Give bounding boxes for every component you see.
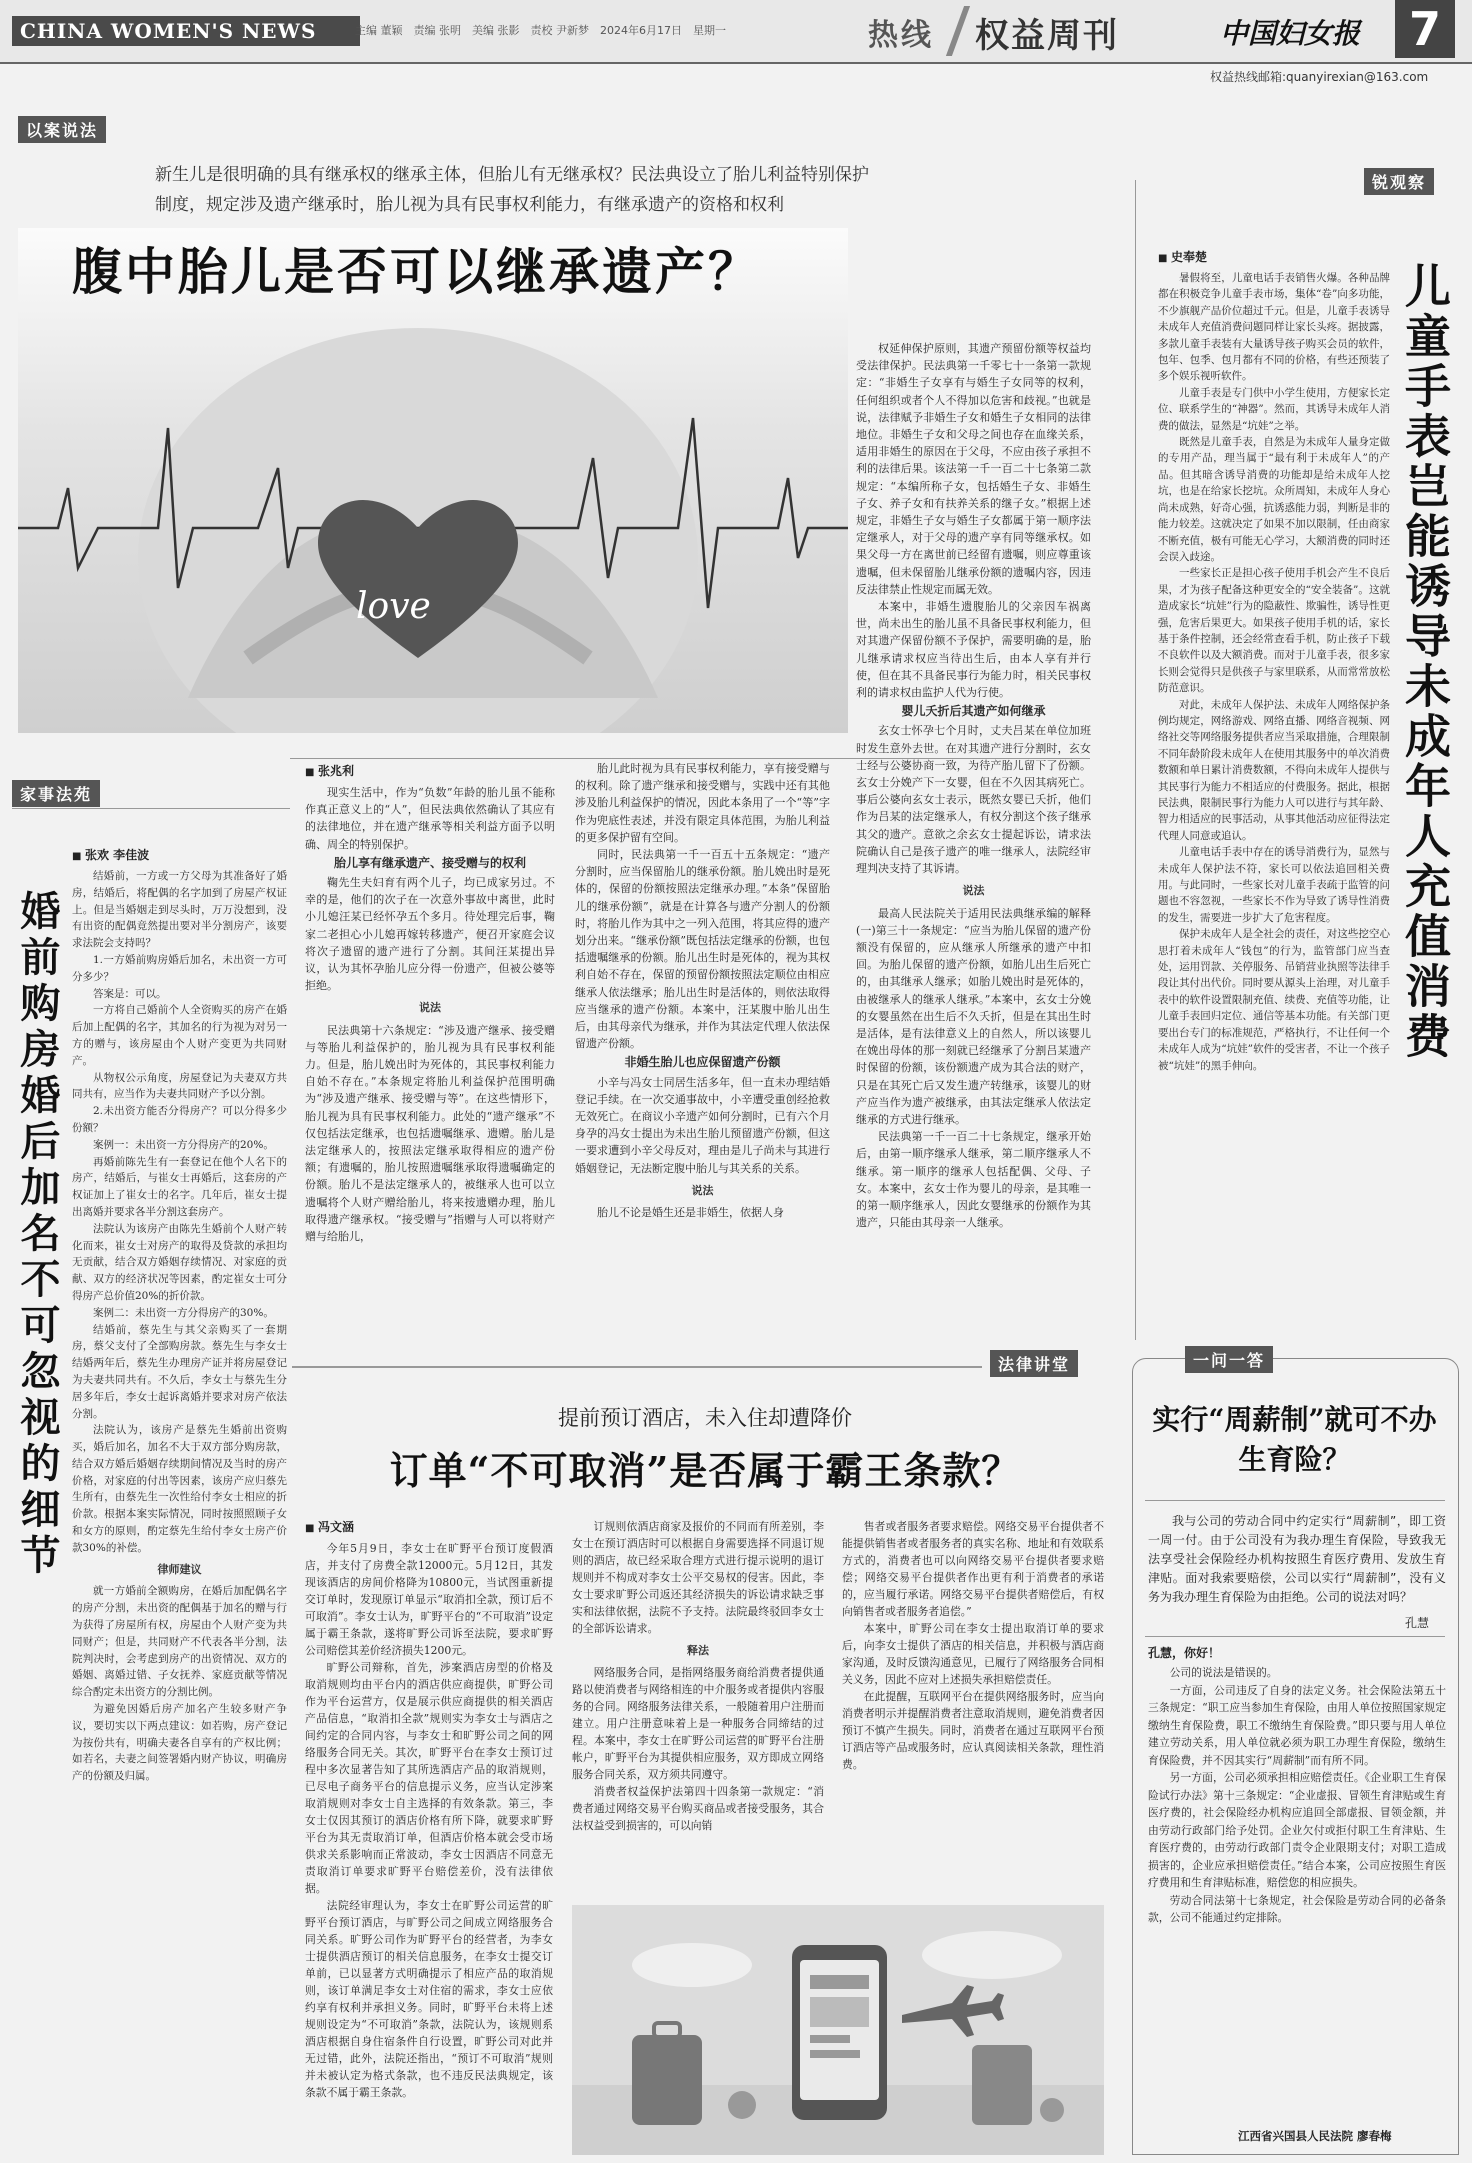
paragraph: 法院认为，该房产是蔡先生婚前出资购买，婚后加名，加名不大于双方部分购房款，结合双方婚后婚姻存续期间情况及当时的房产价格，对家庭的付出等因素，该房产应归蔡先生所有，由蔡先生一次性给付李女士相应的折价款。根据本案实际情况，同时按照照顾子女和女方的原则，酌定蔡先生给付李女士房产价款30%的补偿。 bbox=[72, 1424, 287, 1554]
hotline-label: 热线 bbox=[868, 18, 934, 53]
qa-question: 我与公司的劳动合同中约定实行“周薪制”，即工资一周一付。由于公司没有为我办理生育保险，导致我无法享受社会保险经办机构按照生育医疗费用、发放生育津贴。面对我索要赔偿，公司以实行“周薪制”，没有义务为我办理生育保险为由拒绝。公司的说法对吗？ bbox=[1148, 1514, 1446, 1604]
lead-headline: 腹中胎儿是否可以继承遗产？ bbox=[72, 242, 761, 301]
legal-headline: 订单“不可取消”是否属于霸王条款？ bbox=[389, 1448, 1021, 1493]
travel-booking-illustration bbox=[572, 1905, 1104, 2155]
commentary-author: ■ 史奉楚 bbox=[1158, 248, 1207, 265]
column-tag-qa: 一问一答 bbox=[1185, 1346, 1273, 1373]
qa-greeting: 孔慧，你好！ bbox=[1148, 1646, 1221, 1660]
paragraph: 2.未出资方能否分得房产？可以分得多少份额？ bbox=[72, 1105, 287, 1134]
qa-asker: 孔慧 bbox=[1405, 1616, 1430, 1630]
paragraph: 另一方面，公司必须承担相应赔偿责任。《企业职工生育保险试行办法》第十三条规定：“企业虚报、冒领生育津贴或生育医疗费的，社会保险经办机构应追回全部虚报、冒领金额，并由劳动行政部门给予处罚。企业欠付或拒付职工生育津贴、生育医疗费的，由劳动行政部门责令企业限期支付；对职工造成损害的，企业应承担赔偿责任。”结合本案，公司应按照生育医疗费用和生育津贴标准，赔偿您的相应损失。 bbox=[1148, 1771, 1446, 1889]
paper-logo: 中国妇女报 bbox=[1220, 17, 1361, 50]
paper-english-name: CHINA WOMEN'S NEWS bbox=[12, 16, 360, 46]
paragraph: 从物权公示角度，房屋登记为夫妻双方共同共有，应当作为夫妻共同财产予以分割。 bbox=[72, 1071, 287, 1101]
commentary-headline: 儿童手表岂能诱导未成年人充值消费 bbox=[1398, 262, 1452, 1062]
paragraph: 本案中，非婚生遗腹胎儿的父亲因车祸离世，尚未出生的胎儿虽不具备民事权利能力，但对其遗产保留份额不予保护，需要明确的是，胎儿继承请求权应当待出生后，由本人享有并行使，但在其不具备民事行为能力时，相关民事权利的请求权由监护人代为行使。 bbox=[856, 600, 1091, 700]
paragraph: 一些家长正是担心孩子使用手机会产生不良后果，才为孩子配备这种更安全的“安全装备”。这就造成家长“坑娃”行为的隐蔽性、欺骗性，诱导性更强，危害后果更大。如果孩子使用手机的话，家长基于条件控制，还会经常查看手机，防止孩子下载不良软件以及大额消费。而对于儿童手表，很多家长则会觉得只是供孩子与家里联系，从而常常放松防范意识。 bbox=[1158, 567, 1390, 695]
lead-column-3 bbox=[856, 340, 1091, 1380]
family-author: ■ 张欢 李佳波 bbox=[72, 846, 149, 863]
subheading: 胎儿享有继承遗产、接受赠与的权利 bbox=[333, 855, 526, 870]
column-tag-legal: 法律讲堂 bbox=[990, 1350, 1078, 1377]
paragraph: 同时，民法典第一千一百五十五条规定：“遗产分割时，应当保留胎儿的继承份额。胎儿娩出时是死体的，保留的份额按照法定继承办理。”本条“保留胎儿的继承份额”，就是在计算各与遗产分割人的份额时，将胎儿作为其中之一列入范围，将其应得的遗产划分出来。“继承份额”既包括法定继承的份额，也包括遗嘱继承的份额。胎儿出生时是死体的，视为其权利自始不存在，保留的预留份额按照法定顺位由相应继承人依法继承；胎儿出生时是活体的，则依法取得应当继承的遗产份额。本案中，汪某腹中胎儿出生后，由其母亲代为继承，并作为其法定代理人依法保留遗产份额。 bbox=[575, 848, 830, 1051]
paragraph: 法院认为该房产由陈先生婚前个人财产转化而来，崔女士对房产的取得及贷款的承担均无贡献，结合双方婚姻存续情况、对家庭的贡献、双方的经济状况等因素，酌定崔女士可分得房产总价值20%的折价款。 bbox=[72, 1222, 287, 1302]
column-tag-family: 家事法苑 bbox=[12, 780, 100, 807]
section-tag: 释法 bbox=[687, 1644, 709, 1657]
section-tag: 说法 bbox=[419, 1001, 441, 1015]
paragraph: 就一方婚前全额购房，在婚后加配偶名字的房产分割，未出资的配偶基于加名的赠与行为获得了房屋所有权，房屋由个人财产变为共同财产；但是，共同财产不代表各半分割，法院判决时，会考虑到房产的出资情况、双方的婚姻、离婚过错、子女抚养、家庭贡献等情况综合酌定未出资方的分割比例。 bbox=[72, 1585, 287, 1699]
staff-credits: 主编 董颖 责编 张明 美编 张影 责校 尹新梦 2024年6月17日 星期一 bbox=[355, 24, 726, 37]
subheading: 婴儿夭折后其遗产如何继承 bbox=[901, 704, 1046, 719]
paragraph: 暑假将至，儿童电话手表销售火爆。各种品牌都在积极竞争儿童手表市场，集体“卷”向多功能，不少旗舰产品价位超过千元。但是，儿童手表诱导未成年人充值消费问题同样让家长头疼。据披露，多款儿童手表装有大量诱导孩子购买会员的软件，包年、包季、包月都有不同的价格，有些还预装了多个娱乐视听软件。 bbox=[1158, 272, 1390, 383]
lead-intro: 新生儿是很明确的具有继承权的继承主体，但胎儿有无继承权？民法典设立了胎儿利益特别保护制度，规定涉及遗产继承时，胎儿视为具有民事权利能力，有继承遗产的资格和权利 bbox=[155, 165, 869, 215]
hotline-email: 权益热线邮箱:quanyirexian@163.com bbox=[1210, 70, 1429, 84]
paragraph: 结婚前，蔡先生与其父亲购买了一套期房，蔡父支付了全部购房款。蔡先生与李女士结婚两年后，蔡先生办理房产证并将房屋登记为夫妻共同共有。不久后，李女士与蔡先生分居多年后，李女士起诉离婚并要求对房产依法分割。 bbox=[72, 1323, 287, 1420]
family-body bbox=[72, 868, 287, 2158]
column-tag-case: 以案说法 bbox=[18, 116, 106, 143]
page-number: 7 bbox=[1395, 0, 1455, 58]
paragraph: 保护未成年人是全社会的责任，对这些挖空心思打着未成年人“钱包”的行为，监管部门应当查处，运用罚款、关停服务、吊销营业执照等法律手段让其付出代价。同时要从源头上治理，对儿童手表中的软件设置限制充值、续费、充值等功能，让儿童手表回归定位、通信等基本功能。有关部门更要出台专门的标准规范，严格执行，不让任何一个未成年人成为“坑娃”软件的受害者，不让一个孩子被“坑娃”的黑手伸向。 bbox=[1158, 928, 1390, 1072]
paragraph: 本案中，旷野公司在李女士提出取消订单的要求后，向李女士提供了酒店的相关信息，并积极与酒店商家沟通，及时反馈沟通意见，已履行了网络服务合同相关义务，因此不应对上述损失承担赔偿责任。 bbox=[842, 1622, 1104, 1686]
paragraph: 网络服务合同，是指网络服务商给消费者提供通路以使消费者与网络相连的中介服务或者提供内容服务的合同。网络服务法律关系，一般随着用户注册而建立。用户注册意味着上是一种服务合同缔结的过程。本案中，李女士在旷野公司运营的旷野平台注册帐户，旷野平台为其提供相应服务，双方即成立网络服务合同关系，双方须共同遵守。 bbox=[572, 1666, 824, 1781]
paragraph: 劳动合同法第十七条规定，社会保险是劳动合同的必备条款，公司不能通过约定排除。 bbox=[1148, 1893, 1446, 1924]
lead-column-2 bbox=[575, 760, 830, 1385]
qa-signature: 江西省兴国县人民法院 廖春梅 bbox=[1238, 2129, 1392, 2143]
paragraph: 权延伸保护原则，其遗产预留份额等权益均受法律保护。民法典第一千零七十一条第一款规定：“非婚生子女享有与婚生子女同等的权利，任何组织或者个人不得加以危害和歧视。”也就是说，法律赋予非婚生子女和婚生子女相同的法律地位。非婚生子女和父母之间也存在血缘关系，适用非婚生的原因在于父母，不应由孩子承担不利的法律后果。该法第一千一百二十七条第二款规定：“本编所称子女，包括婚生子女、非婚生子女、养子女和有扶养关系的继子女。”根据上述规定，非婚生子女与婚生子女都属于第一顺序法定继承人，对于父母的遗产享有同等继承权。如果父母一方在离世前已经留有遗嘱，则应尊重该遗嘱，但未保留胎儿继承份额的遗嘱内容，因违反法律禁止性规定而属无效。 bbox=[856, 342, 1091, 596]
paragraph: 再婚前陈先生有一套登记在他个人名下的房产，结婚后，与崔女士再婚后，这套房的产权证加上了崔女士的名字。几年后，崔女士提出离婚并要求各半分割这套房产。 bbox=[72, 1155, 287, 1218]
commentary-border bbox=[1135, 180, 1136, 1340]
paragraph: 售者或者服务者要求赔偿。网络交易平台提供者不能提供销售者或者服务者的真实名称、地址和有效联系方式的，消费者也可以向网络交易平台提供者要求赔偿；网络交易平台提供者作出更有利于消费者的承诺的，应当履行承诺。网络交易平台提供者赔偿后，有权向销售者或者服务者追偿。” bbox=[842, 1520, 1104, 1618]
subheading: 非婚生胎儿也应保留遗产份额 bbox=[624, 1055, 781, 1070]
column-tag-commentary: 锐观察 bbox=[1364, 168, 1434, 195]
paragraph: 玄女士怀孕七个月时，丈夫吕某在单位加班时发生意外去世。在对其遗产进行分割时，玄女士经与公婆协商一致，为待产胎儿留下了份额。玄女士分娩产下一女婴，但在不久因其病死亡。事后公婆向玄女士表示，既然女婴已夭折，他们作为吕某的法定继承人，有权分割这个孩子继承其父的遗产。意欲之余玄女士提起诉讼，请求法院确认自己是孩子遗产的唯一继承人，法院经审理判决支持了其诉请。 bbox=[856, 724, 1091, 876]
paragraph: 案例一：未出资一方分得房产的20%。 bbox=[93, 1138, 274, 1151]
legal-column-3 bbox=[842, 1518, 1104, 1898]
paragraph: 胎儿不论是婚生还是非婚生，依据人身 bbox=[597, 1206, 784, 1220]
paragraph: 公司的说法是错误的。 bbox=[1169, 1666, 1278, 1679]
paragraph: 民法典第一千一百二十七条规定，继承开始后，由第一顺序继承人继承，第二顺序继承人不继承。第一顺序的继承人包括配偶、父母、子女。本案中，玄女士作为婴儿的母亲，是其唯一的第一顺序继承人，因此女婴继承的份额作为其遗产，只能由其母亲一人继承。 bbox=[856, 1130, 1091, 1230]
family-divider bbox=[12, 808, 290, 809]
paragraph: 儿童电话手表中存在的诱导消费行为，显然与未成年人保护法不符，家长可以依法追回相关费用。与此同时，一些家长对儿童手表疏于监管的问题也不容忽视，一些家长不作为导致了诱导性消费的发生，需要进一步扩大了危害程度。 bbox=[1158, 846, 1390, 924]
qa-divider-1 bbox=[1145, 1500, 1445, 1501]
qa-divider-2 bbox=[1145, 1636, 1445, 1637]
section-tag: 说法 bbox=[691, 1183, 714, 1197]
paragraph: 答案是：可以。 bbox=[93, 987, 167, 1000]
section-tag: 律师建议 bbox=[157, 1562, 202, 1576]
paragraph: 为避免因婚后房产加名产生较多财产争议，要切实以下两点建议：如若购，房产登记为按份共有，明确夫妻各自享有的产权比例；如若名，夫妻之间签署婚内财产协议，明确房产的份额及归属。 bbox=[72, 1703, 287, 1783]
paragraph: 案例二：未出资一方分得房产的30%。 bbox=[93, 1306, 274, 1319]
lead-column-1 bbox=[305, 784, 555, 1384]
legal-author: ■ 冯文涵 bbox=[305, 1518, 354, 1535]
paragraph: 一方将自己婚前个人全资购买的房产在婚后加上配偶的名字，其加名的行为视为对另一方的赠与，该房屋由个人财产变更为共同财产。 bbox=[72, 1004, 287, 1067]
family-headline: 婚前购房婚后加名不可忽视的细节 bbox=[14, 890, 61, 1580]
paragraph: 胎儿此时视为具有民事权利能力，享有接受赠与的权利。除了遗产继承和接受赠与，实践中还有其他涉及胎儿利益保护的情况，因此本条用了一个“等”字作为兜底性表述，并没有限定具体范围，为胎儿利益的更多保护留有空间。 bbox=[575, 762, 830, 844]
paragraph: 一方面，公司违反了自身的法定义务。社会保险法第五十三条规定：“职工应当参加生育保险，由用人单位按照国家规定缴纳生育保险费，职工不缴纳生育保险费。”即只要与用人单位建立劳动关系，用人单位就必须为职工办理生育保险，缴纳生育保险费，并不因其实行“周薪制”而有所不同。 bbox=[1148, 1683, 1446, 1767]
paragraph: 现实生活中，作为“负数”年龄的胎儿虽不能称作真正意义上的“人”，但民法典依然确认了其应有的法律地位，并在遗产继承等相关利益方面予以明确、周全的特别保护。 bbox=[305, 786, 555, 851]
paragraph: 旷野公司辩称，首先，涉案酒店房型的价格及取消规则均由平台内的酒店供应商提供，旷野公司作为平台运营方，仅是展示供应商提供的相关酒店产品信息，“取消扣全款”规则实为李女士与酒店之间约定的合同内容，与李女士和旷野公司之间的网络服务合同无关。其次，旷野平台在李女士预订过程中多次显著告知了其所选酒店产品的取消规则，已尽电子商务平台的信息提示义务，应当认定涉案取消规则对李女士自主选择的有效条款。第三，李女士仅因其预订的酒店价格有所下降，就要求旷野平台为其无责取消订单，但酒店价格本就会受市场供求关系影响而正常波动，李女士因酒店不同意无责取消订单要求旷野平台赔偿差价，没有法律依据。 bbox=[305, 1661, 553, 1895]
paragraph: 既然是儿童手表，自然是为未成年人量身定做的专用产品，理当属于“最有利于未成年人”的产品。但其暗含诱导消费的功能却是给未成年人挖坑，也是在给家长挖坑。众所周知，未成年人身心尚未成熟，好奇心强，抗诱惑能力弱，判断是非的能力较差。这就决定了如果不加以限制，任由商家不断充值，极有可能无心学习，大额消费的同时还会误入歧途。 bbox=[1158, 436, 1390, 563]
paragraph: 订规则依酒店商家及报价的不同而有所差别，李女士在预订酒店时可以根据自身需要选择不同退订规则的酒店，故已经采取合理方式进行提示说明的退订规则并不构成对李女士公平交易权的侵害。因此，李女士要求旷野公司返还其经济损失的诉讼请求缺乏事实和法律依据，法院不予支持。法院最终驳回李女士的全部诉讼请求。 bbox=[572, 1520, 824, 1635]
qa-headline bbox=[1142, 1400, 1447, 1480]
legal-column-1 bbox=[305, 1540, 553, 2155]
lead-author: ■ 张兆利 bbox=[305, 762, 354, 779]
commentary-body bbox=[1158, 270, 1390, 1345]
paragraph: 法院经审理认为，李女士在旷野公司运营的旷野平台预订酒店，与旷野公司之间成立网络服务合同关系。旷野公司作为旷野平台的经营者，为李女士提供酒店预订的相关信息服务，在李女士提交订单前，已以显著方式明确提示了相应产品的取消规则，该订单满足李女士对住宿的需求，李女士应依约享有权利并承担义务。同时，旷野平台未将上述规则设定为“不可取消”条款，法院认为，该规则系酒店根据自身住宿条件自行设置，旷野公司对此并无过错，此外，法院还指出，“预订不可取消”规则并未被认定为格式条款，也不违反民法典规定，该条款不属于霸王条款。 bbox=[305, 1899, 553, 2099]
qa-headline-text: 实行“周薪制”就可不办生育险？ bbox=[1152, 1403, 1437, 1476]
section-title: 权益周刊 bbox=[975, 16, 1119, 56]
legal-top-rule bbox=[292, 1366, 982, 1368]
paragraph: 对此，未成年人保护法、未成年人网络保护条例均规定，网络游戏、网络直播、网络音视频、网络社交等网络服务提供者应当采取措施，合理限制不同年龄阶段未成年人在使用其服务中的单次消费数额和单日累计消费数额，不得向未成年人提供与其民事行为能力不相适应的付费服务。据此，根据民法典，限制民事行为能力人可以进行与其年龄、智力相适应的民事活动，从事其他活动应征得法定代理人同意或追认。 bbox=[1158, 698, 1390, 842]
paragraph: 消费者权益保护法第四十四条第一款规定：“消费者通过网络交易平台购买商品或者接受服务，其合法权益受到损害的，可以向销 bbox=[572, 1785, 824, 1832]
photo-love-text: love bbox=[356, 586, 431, 627]
section-tag: 说法 bbox=[962, 884, 985, 898]
paragraph: 儿童手表是专门供中小学生使用，方便家长定位、联系学生的“神器”。然而，其诱导未成年人消费的做法，显然是“坑娃”之举。 bbox=[1158, 386, 1390, 432]
paragraph: 1.一方婚前购房婚后加名，未出资一方可分多少？ bbox=[72, 953, 287, 983]
qa-answer bbox=[1148, 1664, 1446, 2124]
legal-column-2 bbox=[572, 1518, 824, 1898]
legal-kicker: 提前预订酒店，未入住却遭降价 bbox=[558, 1406, 852, 1430]
paragraph: 今年5月9日，李女士在旷野平台预订度假酒店，并支付了房费全款12000元。5月12日，其发现该酒店的房间价格降为10800元，当试图重新提交订单时，发现原订单显示“取消扣全款，预订后不可取消”。李女士认为，旷野平台的“不可取消”设定属于霸王条款，遂将旷野公司诉至法院，要求旷野公司赔偿其差价经济损失1200元。 bbox=[305, 1542, 553, 1657]
paragraph: 民法典第十六条规定：“涉及遗产继承、接受赠与等胎儿利益保护的，胎儿视为具有民事权利能力。但是，胎儿娩出时为死体的，其民事权利能力自始不存在。”本条规定将胎儿利益保护范围明确为“涉及遗产继承、接受赠与等”。在这些情形下，胎儿视为具有民事权利能力。此处的“遗产继承”不仅包括法定继承，也包括遗嘱继承、遗赠。胎儿是法定继承人的，按照法定继承取得相应的遗产份额；有遗嘱的，胎儿按照遗嘱继承取得遗嘱确定的份额。胎儿不是法定继承人的，被继承人也可以立遗嘱将个人财产赠给胎儿，将来按遗赠办理，胎儿取得遗产继承权。“接受赠与”指赠与人可以将财产赠与给胎儿， bbox=[305, 1023, 555, 1244]
paragraph: 鞠先生夫妇育有两个儿子，均已成家另过。不幸的是，他们的次子在一次意外事故中离世，此时小儿媳汪某已经怀孕五个多月。待处理完后事，鞠家二老担心小儿媳再嫁转移遗产，便召开家庭会议将次子遗留的遗产进行了分割。其间汪某提出异议，认为其怀孕胎儿应分得一份遗产，但被公婆等拒绝。 bbox=[305, 876, 555, 993]
paragraph: 小辛与冯女士同居生活多年，但一直未办理结婚登记手续。在一次交通事故中，小辛遭受重创经抢救无效死亡。在商议小辛遗产如何分割时，已有六个月身孕的冯女士提出为未出生胎儿预留遗产份额，但这一要求遭到小辛父母反对，理由是儿子尚未与其进行婚姻登记，无法断定腹中胎儿与其关系的关系。 bbox=[575, 1075, 830, 1175]
paragraph: 最高人民法院关于适用民法典继承编的解释(一)第三十一条规定：“应当为胎儿保留的遗产份额没有保留的，应从继承人所继承的遗产中扣回。为胎儿保留的遗产份额，如胎儿出生后死亡的，由其继承人继承；如胎儿娩出时是死体的，由被继承人的继承人继承。”本案中，玄女士分娩的女婴虽然在出生后不久夭折，但是在其出生时是活体，是有法律意义上的自然人，所以该婴儿在娩出母体的那一刻就已经继承了分割吕某遗产时保留的份额，该份额遗产成为其合法的财产，只是在其死亡后又发生遗产转继承，该婴儿的财产应当作为遗产被继承，由其法定继承人依法定继承的方式进行继承。 bbox=[856, 906, 1091, 1126]
lead-divider bbox=[290, 758, 1090, 759]
paragraph: 结婚前，一方或一方父母为其准备好了婚房，结婚后，将配偶的名字加到了房屋产权证上。但是当婚姻走到尽头时，万万没想到，没有出资的配偶竟然提出要对半分割房产，该要求法院会支持吗？ bbox=[72, 870, 287, 950]
paragraph: 在此提醒，互联网平台在提供网络服务时，应当向消费者明示并提醒消费者注意取消规则，避免消费者因预订不慎产生损失。同时，消费者在通过互联网平台预订酒店等产品或服务时，应认真阅读相关条款，理性消费。 bbox=[842, 1690, 1104, 1771]
